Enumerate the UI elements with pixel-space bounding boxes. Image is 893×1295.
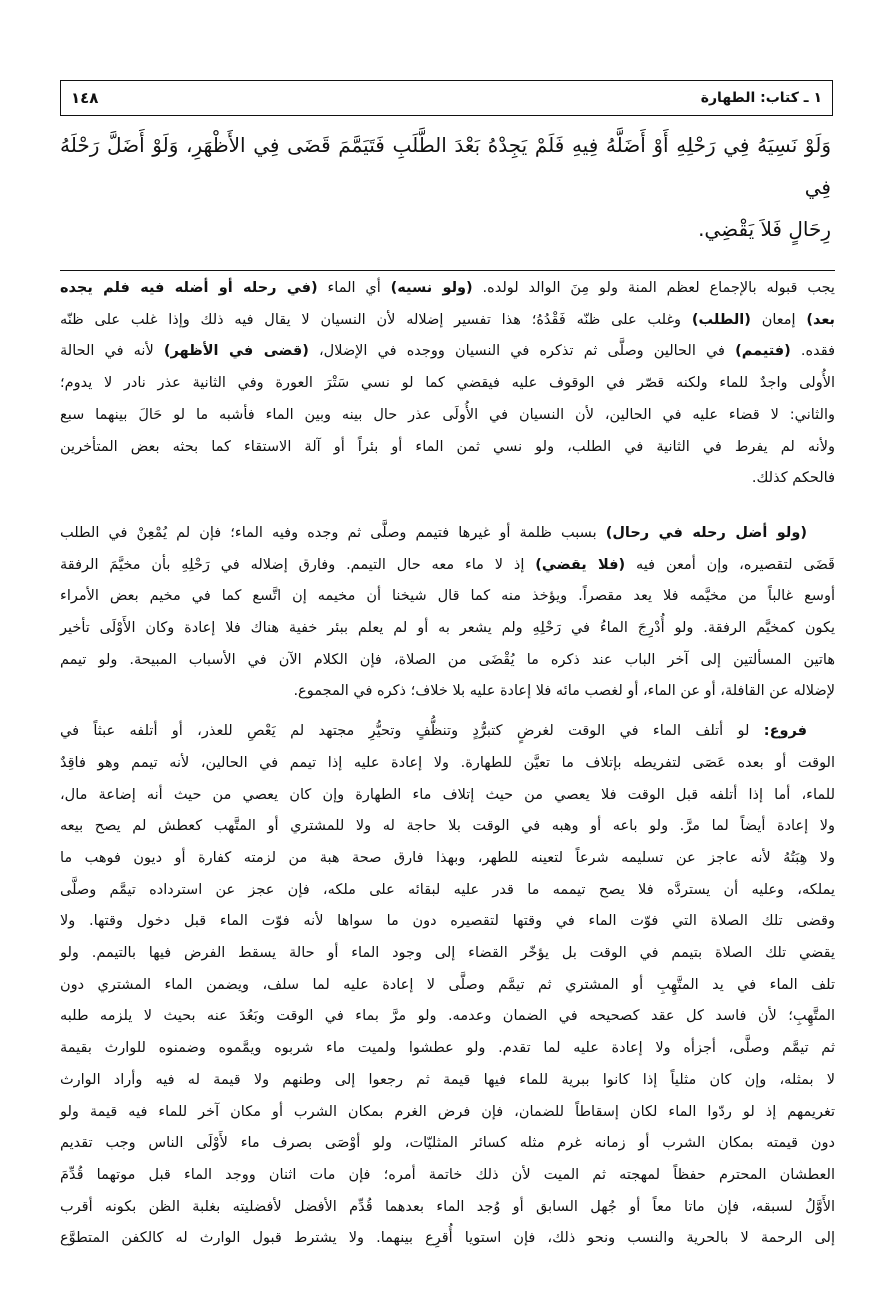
text-segment: هاتين المسألتين إلى آخر الباب عند ذكره ما يُقْضَى من الصلاة، فإن الكلام الآن في الأسباب المبيحة. ولو تيمم (60, 651, 835, 668)
bold-term: (الطلب) (691, 311, 751, 328)
text-segment: أوسع غالباً من مخيَّمه فلا يعد مقصراً. ويؤخذ منه كما قال شيخنا أن مخيمه إن اتَّسع كما في مخيم بعض الأمراء (60, 588, 835, 605)
text-line (60, 1065, 835, 1097)
text-segment: يجب قبوله بالإجماع لعظم المنة ولو مِنَ الوالد لولده. (472, 280, 835, 296)
text-line (60, 1097, 835, 1129)
bold-term: (قضى في الأظهر) (163, 343, 309, 360)
page-number: ١٤٨ (71, 89, 99, 107)
text-line (60, 400, 835, 432)
bold-term: (فتيمم) (735, 343, 791, 360)
text-line (60, 124, 831, 208)
text-segment: إلى الرحمة لا بالحرية والنسب ونحو ذلك، فإن استويا أُقرِع بينهما. ولا يشترط قبول الوارث له كالكفن المتطوَّع (60, 1230, 835, 1247)
text-line (60, 273, 835, 305)
text-line (60, 550, 835, 582)
text-line (60, 906, 835, 938)
text-line (60, 305, 835, 337)
text-line (60, 432, 835, 464)
commentary-paragraph (60, 518, 835, 708)
text-line (60, 748, 835, 780)
text-segment: دون قيمته بمكان الشرب أو زمانه غرم مثله كسائر المثليّات، ولو أوْصَى بصرف ماء لأَوْلَى الناس وجب تقديم (60, 1135, 835, 1152)
text-segment: ولا هِبَتُهُ لأنه عاجز عن تسليمه شرعاً لتعينه للطهر، وبهذا فارق صحة هبة من لزمته كفارة أو ديون فوهب ما (60, 849, 835, 866)
text-segment: ثم تيمَّم وصلَّى، أجزأه ولا إعادة عليه لما تقدم. ولو عطشوا ولميت ماء شربوه ويمَّموه وضمنوه للوارث بقيمة (60, 1040, 835, 1057)
text-line (60, 613, 835, 645)
text-line (60, 1033, 835, 1065)
text-segment: الأُولى واجدٌ للماء ولكنه قصّر في الوقوف عليه فيقضي كما لو نسي سَتْرَ العورة وفي الثانية عذر نادر لا يدوم؛ (60, 375, 835, 392)
text-line (60, 938, 835, 970)
text-segment: إمعان (750, 311, 807, 328)
text-line (60, 645, 835, 677)
text-segment: فالحكم كذلك. (751, 470, 835, 487)
running-header (60, 80, 833, 116)
commentary-paragraph (60, 716, 835, 1255)
text-segment: لإضلاله عن القافلة، أو عن الماء، أو لغصب مائه فلا إعادة عليه بلا خلاف؛ ذكره في المجموع. (293, 683, 835, 700)
text-line (60, 1223, 835, 1255)
text-line (60, 780, 835, 812)
text-line (60, 1128, 835, 1160)
text-line (60, 843, 835, 875)
bold-term: (فلا يقضي) (535, 556, 626, 573)
text-segment: ولأنه لم يفرط في الثانية في الطلب، ولو نسي ثمن الماء أو بئراً أو آلة الاستقاء كما بحثه بعض المتأخرين (60, 438, 835, 455)
commentary-paragraph (60, 273, 835, 495)
text-segment: بسبب ظلمة أو غيرها فتيمم وصلَّى ثم وجده وفيه الماء؛ فإن لم يُمْعِنْ في الطلب (60, 524, 606, 541)
text-segment: رِحَالٍ فَلاَ يَقْضِي. (698, 217, 831, 241)
text-segment: لا بمثله، وإن كان مثلياً إذا كانوا ببرية للماء فيها قيمة ثم رجعوا إلى وطنهم ولا قيمة له فيه وأراد الوارث (60, 1071, 835, 1088)
text-segment: إذ لا ماء معه حال التيمم. وفارق إضلاله في رَحْلِهِ بأن مخيَّمَ الرفقة (60, 556, 536, 573)
text-segment: تغريمهم إذ لو ردّوا الماء لكان إسقاطاً للضمان، فإن فرض الغرم بمكان الشرب أو مكان آخر للماء فيه قيمة ولو (60, 1103, 835, 1120)
bold-term: بعد) (806, 311, 835, 328)
bold-term: (ولو نسيه) (390, 280, 473, 296)
text-segment: قَضَى لتقصيره، وإن أمعن فيه (625, 556, 835, 573)
text-line (60, 676, 835, 708)
text-line (60, 1192, 835, 1224)
text-line (60, 581, 835, 613)
divider (60, 270, 835, 271)
text-segment: الوقت أو بعده عَصَى لتفريطه بإتلاف ما تعيَّن للطهارة. ولا إعادة عليه إذا تيمم في الحالين، لأنه تيمم وهو فاقِدٌ (60, 754, 835, 771)
text-line (60, 368, 835, 400)
text-segment: تلف الماء في يد المتَّهِبِ أو المشتري ثم تيمَّم وصلَّى لا إعادة عليه لما سلف، ويضمن الماء المشتري دون (60, 976, 835, 993)
text-segment: المتَّهِبِ؛ لأن فاسد كل عقد كصحيحه في الضمان وعدمه. ولو مرَّ بماء في الوقت وبَعُدَ عنه بحيث لا يلزمه طلبه (60, 1008, 835, 1025)
text-segment: الأَوَّلُ لسبقه، فإن ماتا معاً أو جُهل السابق أو وُجد الماء بعدهما قُدِّم الأفضل لأفضليته بغلبة الظن بكونه أقرب (60, 1198, 835, 1215)
text-line (60, 970, 835, 1002)
main-text (60, 124, 831, 250)
text-line (60, 716, 835, 748)
text-line (60, 336, 835, 368)
text-line (60, 518, 835, 550)
text-segment: وغلب على ظنّه فَقْدُهُ؛ هذا تفسير إضلاله لأن النسيان لا يقال فيه ذلك وإذا غلب على ظنّه (60, 311, 692, 328)
text-segment: في الحالين وصلَّى ثم تذكره في النسيان ووجده في الإضلال، (308, 343, 736, 360)
text-line (60, 811, 835, 843)
text-segment: لأنه في الحالة (60, 343, 164, 360)
text-segment: أي الماء (317, 280, 391, 296)
text-segment: يملكه، وعليه أن يستردَّه فلا يصح تيممه ما قدر عليه لبقائه على ملكه، فإن عجز عن استرداده تيمَّم وصلَّى (60, 881, 835, 898)
text-line (60, 208, 831, 250)
text-line (60, 1001, 835, 1033)
text-segment: وقضى تلك الصلاة التي فوّت الماء في وقتها لتقصيره دون ما سواها لأنه فوّت الماء قبل دخول وقتها. ولا (60, 913, 835, 930)
text-segment: والثاني: لا قضاء عليه في الحالين، لأن النسيان في الأُولَى عذر حال بينه وبين الماء فأشبه ما لو حَالَ بينهما سبع (60, 406, 835, 423)
bold-term: (ولو أضل رحله في رحال) (605, 524, 807, 541)
text-line (60, 463, 835, 495)
text-segment: لو أتلف الماء في الوقت لغرضٍ كتبرُّدٍ وتنظُّفٍ وتحيُّرِ مجتهد لم يَعْصِ للعذر، أو أتلفه عبثاً في (60, 723, 764, 740)
bold-term: فروع: (763, 723, 807, 740)
text-line (60, 1160, 835, 1192)
text-segment: العطشان المحترم حفظاً لمهجته ثم الميت لأن ذلك خاتمة أمره؛ فإن مات اثنان ووجد الماء قبل موتهما قُدِّمَ (60, 1166, 835, 1183)
text-line (60, 875, 835, 907)
text-segment: ولا إعادة أيضاً لما مرَّ. ولو باعه أو وهبه في الوقت بلا حاجة له ولا للمشتري أو المتَّهب كعطش لم يصح بيعه (60, 818, 835, 835)
text-segment: فقده. (790, 343, 835, 360)
bold-term: (في رحله أو أضله فيه فلم يجده (60, 280, 318, 296)
text-segment: للماء، أما إذا أتلفه قبل الوقت فلا يعصي من حيث إتلاف ماء الطهارة وإن كان يعصي من حيث أنه إضاعة مال، (60, 786, 835, 803)
text-segment: يكون كمخيَّم الرفقة. ولو أُدْرِجَ الماءُ في رَحْلِهِ ولم يشعر به أو لم يعلم ببئر خفية هناك فلا إعادة وكان الأَوْلَى تأخير (60, 620, 835, 637)
chapter-title: ١ ـ كتاب: الطهارة (700, 90, 822, 106)
text-segment: وَلَوْ نَسِيَهُ فِي رَحْلِهِ أَوْ أَضَلَّهُ فِيهِ فَلَمْ يَجِدْهُ بَعْدَ الطَّلَبِ فَتَيَمَّمَ قَضَى فِي الأَظْهَرِ، وَلَوْ أَضَلَّ رَحْلَهُ فِي (60, 133, 831, 199)
text-segment: يقضي تلك الصلاة بتيمم في الوقت بل يؤخّر القضاء إلى وجود الماء أو حالة يسقط الفرض فيها بالتيمم. ولو (60, 945, 835, 962)
